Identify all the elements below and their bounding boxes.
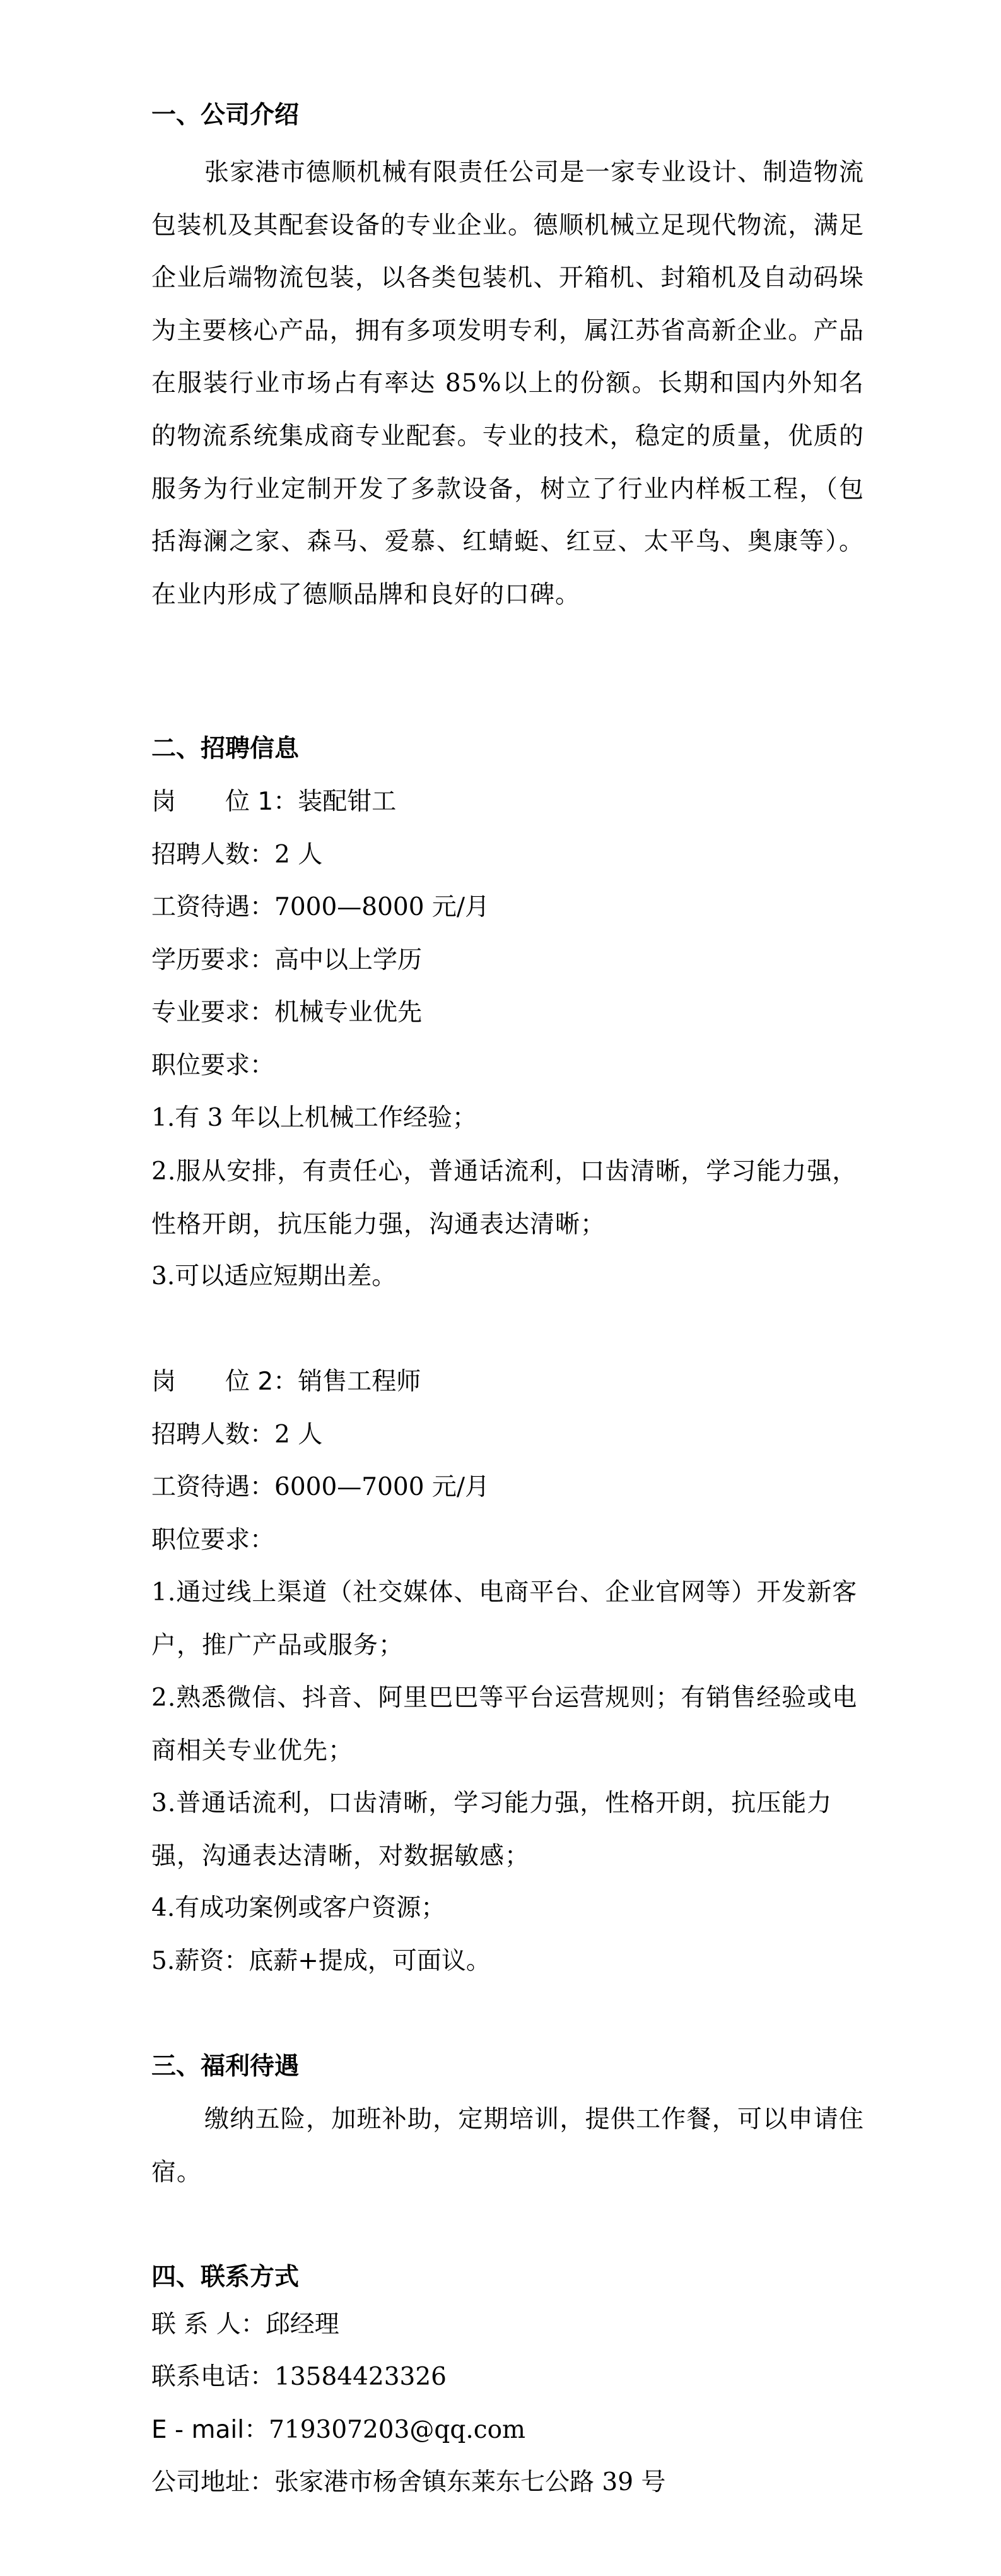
position2-title-label: 岗 位 2： [151, 1368, 298, 1396]
position2-requirements-label: 职位要求： [151, 1526, 275, 1554]
contact-address-value: 张家港市杨舍镇东莱东七公路 39 号 [274, 2468, 666, 2496]
position1-requirement-item: 1.有 3 年以上机械工作经验； [151, 1104, 477, 1132]
position1-major-row [151, 997, 422, 1029]
position1-requirement-item: 2.服从安排，有责任心，普通话流利，口齿清晰，学习能力强，性格开朗，抗压能力强，沟通表达清晰； [151, 1157, 858, 1239]
contact-address-row [151, 2467, 665, 2498]
section-heading-contact: 四、联系方式 [151, 2263, 300, 2291]
position2-count-label: 招聘人数： [151, 1421, 275, 1449]
position1-education-row [151, 945, 422, 976]
position2-requirement-item: 4.有成功案例或客户资源； [151, 1894, 446, 1922]
contact-email-label: E - mail： [151, 2416, 269, 2444]
position1-salary-label: 工资待遇： [151, 893, 275, 921]
position1-major-label: 专业要求： [151, 998, 275, 1027]
position2-title-row [151, 1366, 421, 1398]
benefits-paragraph: 缴纳五险，加班补助，定期培训，提供工作餐，可以申请住宿。 [151, 2105, 864, 2187]
position2-requirement-item: 5.薪资：底薪+提成，可面议。 [151, 1947, 491, 1975]
position1-count-row [151, 839, 322, 871]
contact-person-row [151, 2309, 339, 2341]
position1-requirement-item: 3.可以适应短期出差。 [151, 1262, 397, 1291]
position1-count-label: 招聘人数： [151, 841, 275, 869]
contact-address-label: 公司地址： [151, 2468, 275, 2496]
contact-person-label: 联 系 人： [151, 2310, 266, 2339]
contact-email-row [151, 2414, 525, 2446]
position1-salary-value: 7000—8000 元/月 [274, 893, 490, 921]
contact-person-value: 邱经理 [265, 2310, 339, 2339]
contact-email-value[interactable]: 719307203@qq.com [269, 2416, 526, 2444]
section-heading-recruitment: 二、招聘信息 [151, 735, 300, 763]
position1-requirements-label: 职位要求： [151, 1051, 275, 1080]
position2-count-row [151, 1419, 322, 1451]
position2-salary-value: 6000—7000 元/月 [274, 1473, 490, 1501]
position1-title-row [151, 786, 396, 818]
position1-title-value: 装配钳工 [298, 788, 397, 816]
position2-requirement-item: 2.熟悉微信、抖音、阿里巴巴等平台运营规则；有销售经验或电商相关专业优先； [151, 1684, 858, 1765]
position2-count-value: 2 人 [274, 1421, 323, 1449]
position2-salary-row [151, 1472, 489, 1503]
position1-education-label: 学历要求： [151, 946, 275, 974]
position1-title-label: 岗 位 1： [151, 788, 298, 816]
company-intro-paragraph: 张家港市德顺机械有限责任公司是一家专业设计、制造物流包装机及其配套设备的专业企业。德顺机械立足现代物流，满足企业后端物流包装，以各类包装机、开箱机、封箱机及自动码垛为主要核心产品，拥有多项发明专利，属江苏省高新企业。产品在服装行业市场占有率达 85%以上的份额。长期和国内外知名的物流系统集成商专业配套。专业的技术，稳定的质量，优质的服务为行业定制开发了多款设备，树立了行业内样板工程，（包括海澜之家、森马、爱慕、红蜻蜓、红豆、太平鸟、奥康等）。在业内形成了德顺品牌和良好的口碑。 [151, 158, 864, 609]
position1-major-value: 机械专业优先 [274, 998, 423, 1027]
contact-phone-label: 联系电话： [151, 2363, 275, 2391]
position2-requirement-item: 3.普通话流利，口齿清晰，学习能力强，性格开朗，抗压能力强，沟通表达清晰，对数据敏感； [151, 1789, 833, 1870]
section-heading-benefits: 三、福利待遇 [151, 2052, 300, 2081]
position1-count-value: 2 人 [274, 841, 323, 869]
position1-education-value: 高中以上学历 [274, 946, 423, 974]
position1-salary-row [151, 892, 489, 923]
position2-title-value: 销售工程师 [298, 1368, 421, 1396]
contact-phone-row [151, 2361, 447, 2393]
position2-requirement-item: 1.通过线上渠道（社交媒体、电商平台、企业官网等）开发新客户，推广产品或服务； [151, 1578, 858, 1660]
section-heading-company-intro: 一、公司介绍 [151, 101, 300, 129]
position2-salary-label: 工资待遇： [151, 1473, 275, 1501]
contact-phone-value: 13584423326 [274, 2363, 447, 2391]
